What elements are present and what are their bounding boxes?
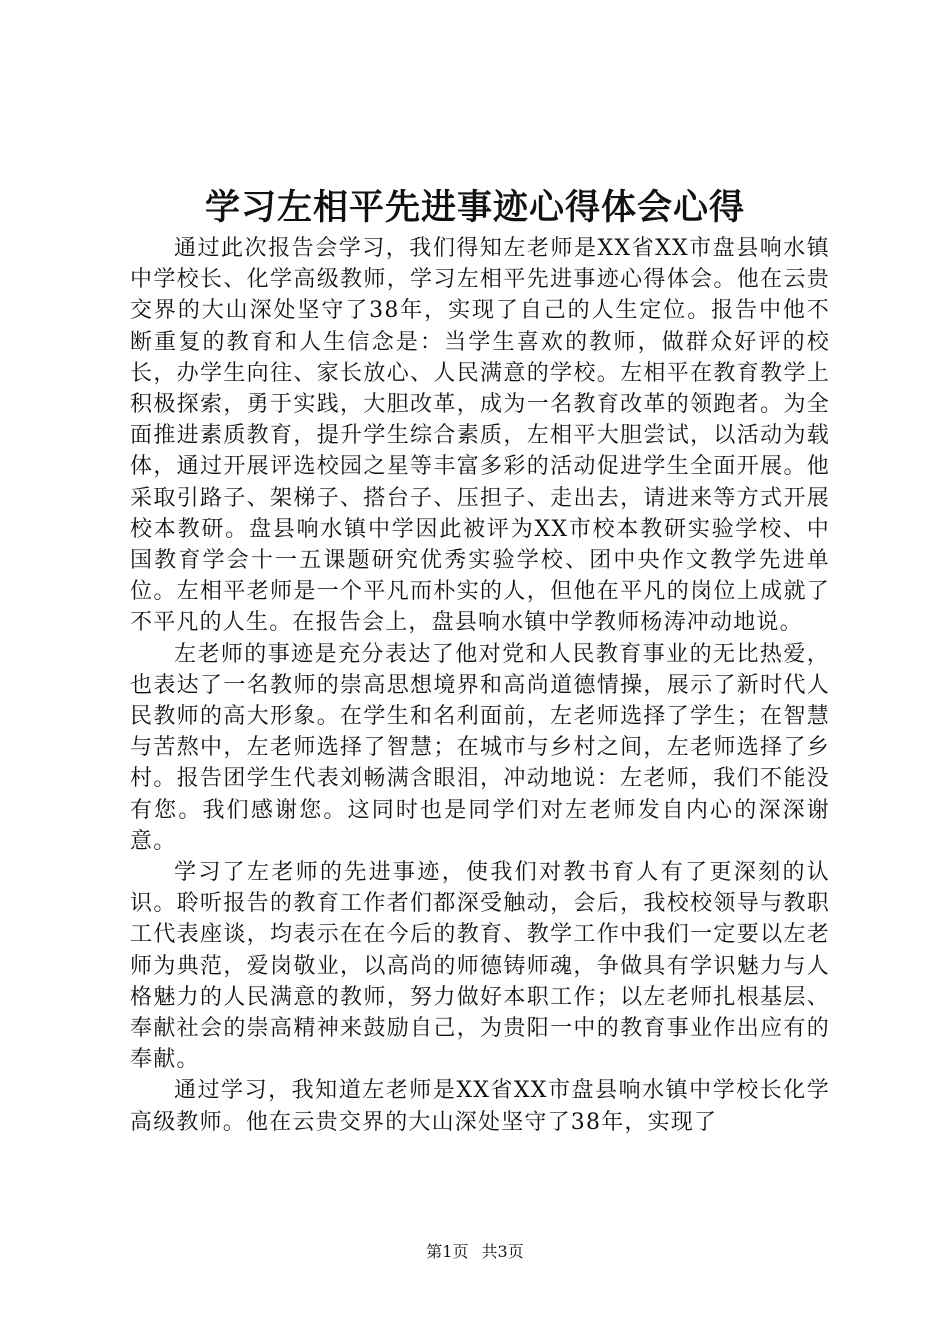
document-body [130,233,830,1138]
page-total: 共3页 [481,1242,524,1261]
paragraph-4: 通过学习，我知道左老师是XX省XX市盘县响水镇中学校长化学高级教师。他在云贵交界的大山深处坚守了38年，实现了 [130,1078,830,1135]
paragraph-1: 通过此次报告会学习，我们得知左老师是XX省XX市盘县响水镇中学校长、化学高级教师，学习左相平先进事迹心得体会。他在云贵交界的大山深处坚守了38年，实现了自己的人生定位。报告中他不断重复的教育和人生信念是：当学生喜欢的教师，做群众好评的校长，办学生向往、家长放心、人民满意的学校。左相平在教育教学上积极探索，勇于实践，大胆改革，成为一名教育改革的领跑者。为全面推进素质教育，提升学生综合素质，左相平大胆尝试，以活动为载体，通过开展评选校园之星等丰富多彩的活动促进学生全面开展。他采取引路子、架梯子、搭台子、压担子、走出去，请进来等方式开展校本教研。盘县响水镇中学因此被评为XX市校本教研实验学校、中国教育学会十一五课题研究优秀实验学校、团中央作文教学先进单位。左相平老师是一个平凡而朴实的人，但他在平凡的岗位上成就了不平凡的人生。在报告会上，盘县响水镇中学教师杨涛冲动地说。 [130,236,830,636]
paragraph-2: 左老师的事迹是充分表达了他对党和人民教育事业的无比热爱，也表达了一名教师的崇高思想境界和高尚道德情操，展示了新时代人民教师的高大形象。在学生和名利面前，左老师选择了学生；在智慧与苦熬中，左老师选择了智慧；在城市与乡村之间，左老师选择了乡村。报告团学生代表刘畅满含眼泪，冲动地说：左老师，我们不能没有您。我们感谢您。这同时也是同学们对左老师发自内心的深深谢意。 [130,641,830,854]
page-number: 第1页 [426,1242,469,1261]
page-footer [0,1240,950,1264]
document-title: 学习左相平先进事迹心得体会心得 [204,187,745,228]
paragraph-3: 学习了左老师的先进事迹，使我们对教书育人有了更深刻的认识。聆听报告的教育工作者们都深受触动，会后，我校校领导与教职工代表座谈，均表示在在今后的教育、教学工作中我们一定要以左老师为典范，爱岗敬业，以高尚的师德铸师魂，争做具有学识魅力与人格魅力的人民满意的教师，努力做好本职工作；以左老师扎根基层、奉献社会的崇高精神来鼓励自己，为贵阳一中的教育事业作出应有的奉献。 [130,860,830,1073]
